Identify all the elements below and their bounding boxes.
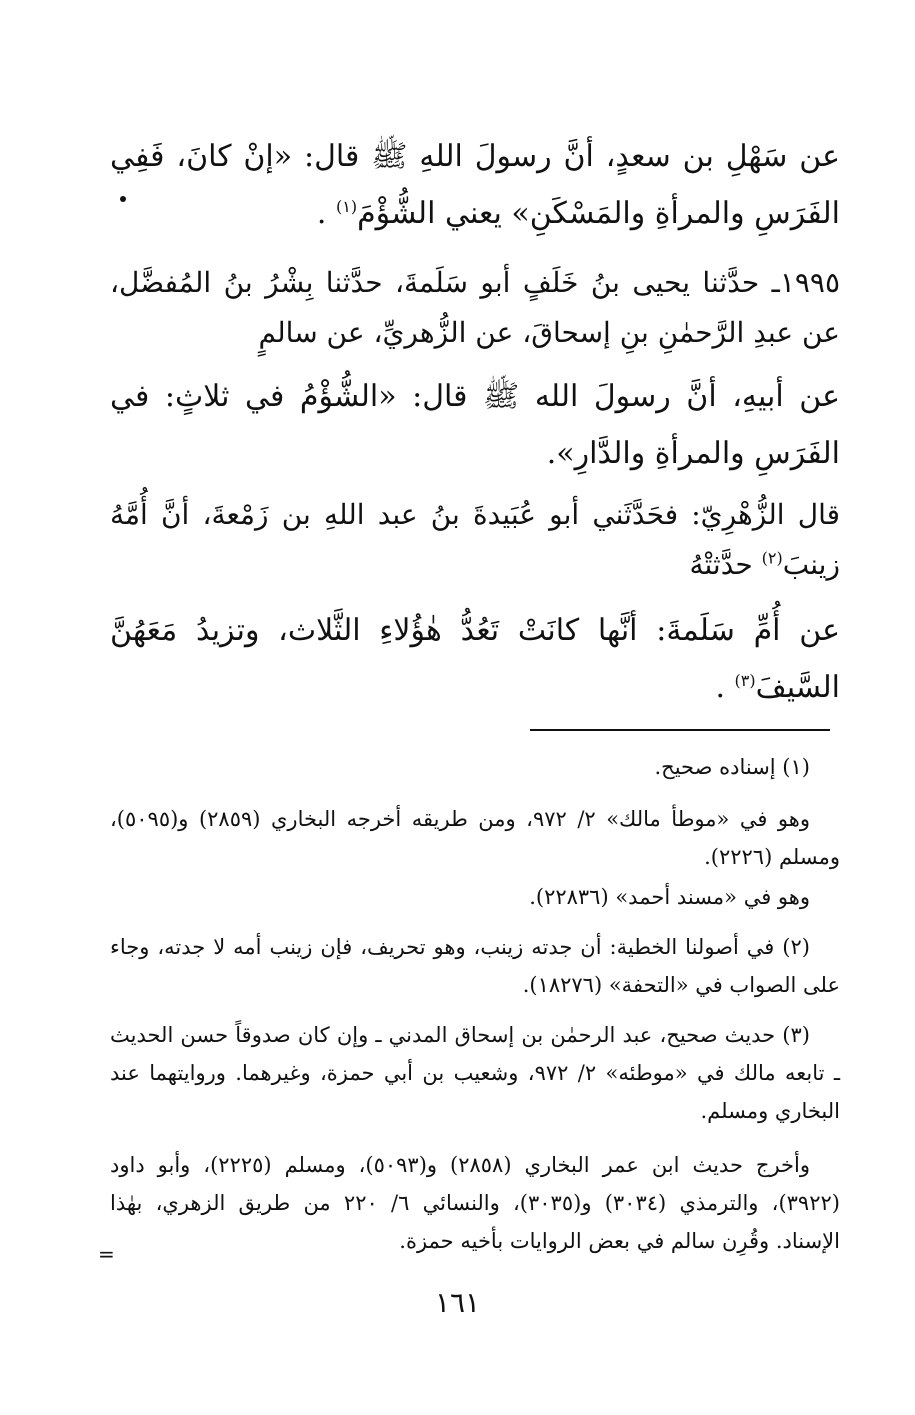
footnote-1: (١) إسناده صحيح. (654, 755, 810, 779)
hadith-isnad-1995: ١٩٩٥ـ حدَّثنا يحيى بنُ خَلَفٍ أبو سَلَمةَ، حدَّثنا بِشْرُ بنُ المُفضَّل، عن عبدِ الرَّحمٰنِ بنِ إسحاقَ، عن الزُّهريِّ، عن سالمٍ (110, 266, 840, 349)
continuation-mark: = (98, 1242, 115, 1266)
hadith-paragraph-3: عن أبيهِ، أنَّ رسولَ الله ﷺ قال: «الشُّؤْمُ في ثلاثٍ: في الفَرَسِ والمرأةِ والدَّارِ». (110, 379, 840, 471)
hadith-text-end: حدَّثتْهُ (689, 548, 762, 581)
hadith-text: عن سَهْلِ بن سعدٍ، أنَّ رسولَ اللهِ ﷺ قال: «إنْ كانَ، فَفِي الفَرَسِ والمرأةِ والمَسْكَنِ» يعني الشُّؤْمَ (110, 139, 840, 231)
marginal-dot (120, 196, 126, 202)
footnote-2: (٢) في أصولنا الخطية: أن جدته زينب، وهو تحريف، فإن زينب أمه لا جدته، وجاء على الصواب في «التحفة» (١٨٢٧٦). (110, 935, 840, 997)
footnote-3-detail: وأخرج حديث ابن عمر البخاري (٢٨٥٨) و(٥٠٩٣)، ومسلم (٢٢٢٥)، وأبو داود (٣٩٢٢)، والترمذي (٣٠٣٤) و(٣٠٣٥)، والنسائي ٦/ ٢٢٠ من طريق الزهري، بهٰذا الإسناد. وقُرِن سالم في بعض الروايات بأخيه حمزة. (110, 1153, 840, 1253)
footnote-marker-2: (٢) (761, 548, 783, 568)
hadith-paragraph-5 (110, 602, 840, 716)
footnote-separator (530, 729, 830, 731)
hadith-text: قال الزُّهْرِيّ: فحَدَّثَني أبو عُبَيدةَ بنُ عبد اللهِ بن زَمْعةَ، أنَّ أُمَّهُ زينبَ (110, 498, 840, 581)
footnote-1-detail: وهو في «موطأ مالك» ٢/ ٩٧٢، ومن طريقه أخرجه البخاري (٢٨٥٩) و(٥٠٩٥)، ومسلم (٢٢٢٦). (110, 807, 840, 869)
footnote-marker-1: (١) (336, 197, 358, 216)
footnote-1-ahmad: وهو في «مسند أحمد» (٢٢٨٣٦). (529, 885, 810, 909)
hadith-text: عن أُمِّ سَلَمةَ: أنَّها كانَتْ تَعُدُّ هٰؤُلاءِ الثَّلاث، وتزيدُ مَعَهُنَّ السَّيفَ (110, 613, 841, 705)
period: . (715, 670, 725, 705)
period: . (316, 196, 327, 231)
hadith-paragraph-4 (110, 490, 840, 590)
footnote-3: (٣) حديث صحيح، عبد الرحمٰن بن إسحاق المدني ـ وإن كان صدوقاً حسن الحديث ـ تابعه مالك في «موطئه» ٢/ ٩٧٢، وشعيب بن أبي حمزة، وغيرهما. وروايتهما عند البخاري ومسلم. (110, 1023, 840, 1123)
hadith-paragraph-1 (110, 128, 840, 242)
page-number: ١٦١ (434, 1286, 481, 1319)
footnote-marker-3: (٣) (734, 671, 756, 690)
